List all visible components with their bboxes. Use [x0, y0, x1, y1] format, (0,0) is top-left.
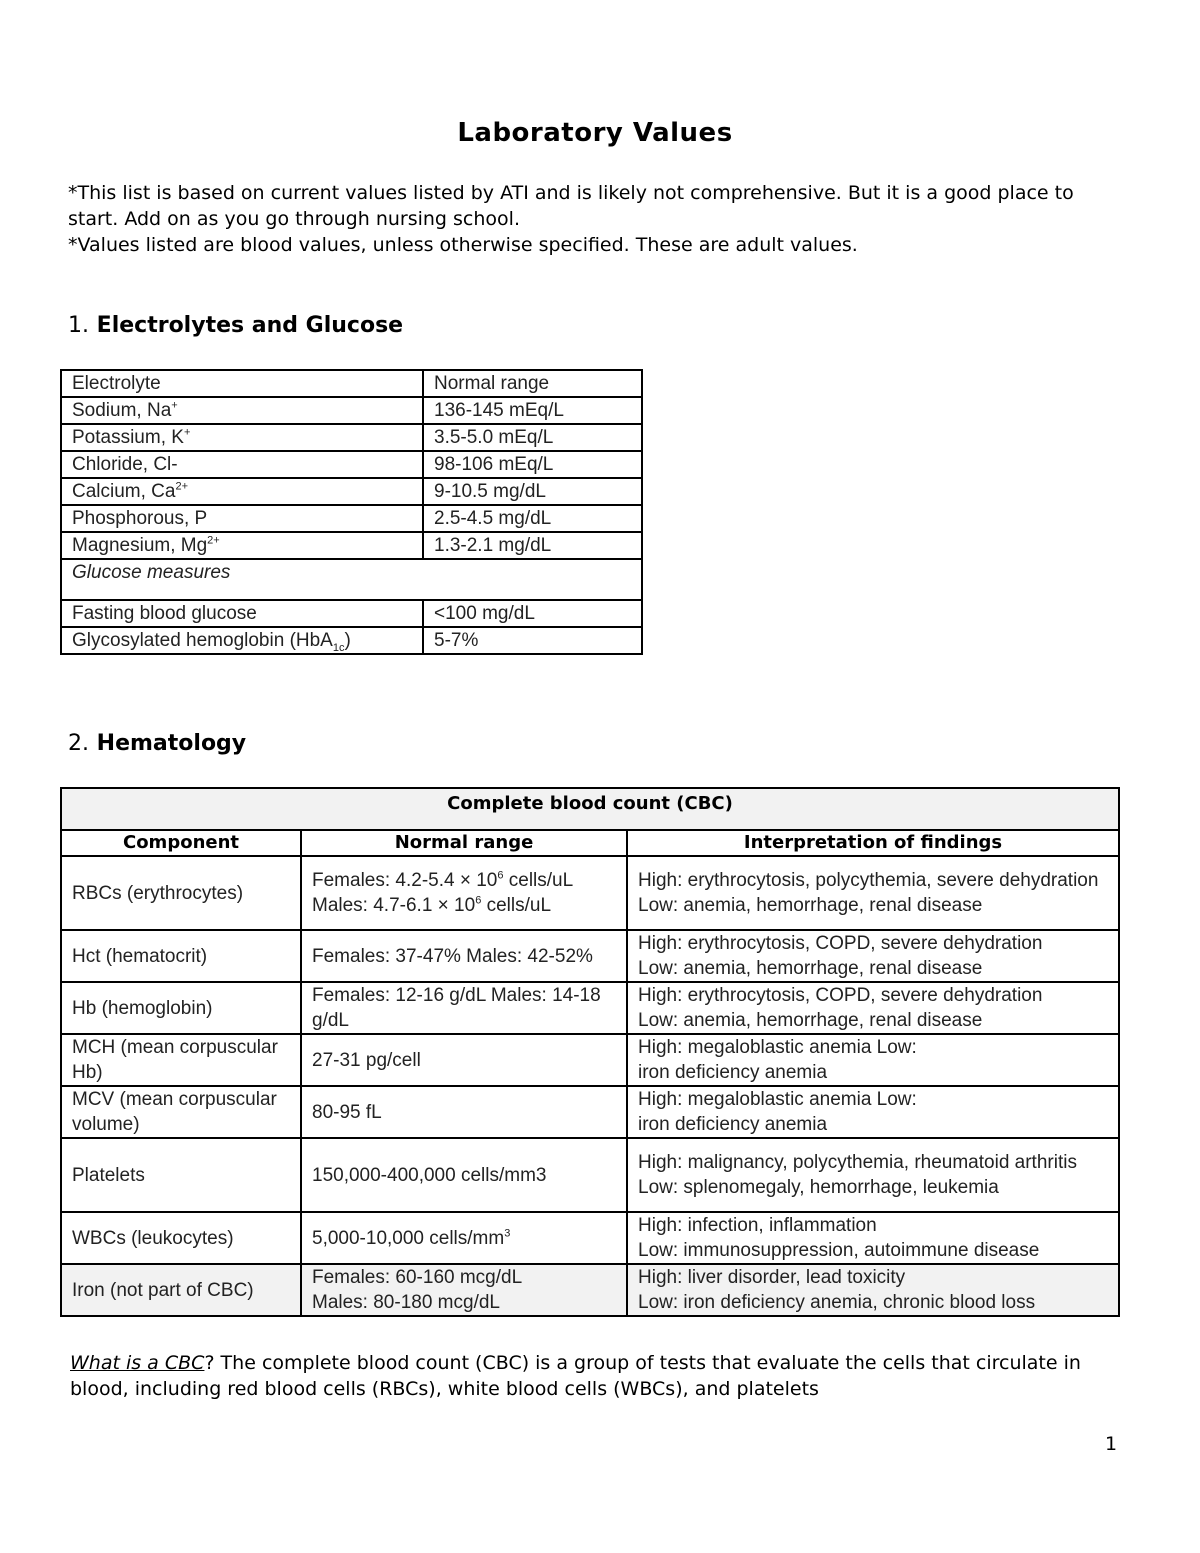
- table-row: [61, 478, 642, 505]
- low-finding: Low: anemia, hemorrhage, renal disease: [638, 958, 983, 979]
- intro-note-2: *Values listed are blood values, unless otherwise specified. These are adult values.: [68, 234, 858, 256]
- electrolytes-table: [60, 369, 643, 655]
- column-header: Normal range: [423, 370, 642, 397]
- glucose-test-name: Glycosylated hemoglobin (HbA$_{1c}$): [61, 627, 423, 654]
- component-name: MCH (mean corpuscular Hb): [61, 1034, 301, 1086]
- table-row: [61, 505, 642, 532]
- interpretation: [627, 1034, 1119, 1086]
- glucose-measures-label: Glucose measures: [61, 559, 642, 600]
- interpretation: [627, 1264, 1119, 1316]
- component-name: WBCs (leukocytes): [61, 1212, 301, 1264]
- high-finding: High: megaloblastic anemia Low:: [638, 1089, 917, 1110]
- table-header-row: [61, 830, 1119, 856]
- cbc-question: What is a CBC: [70, 1352, 205, 1374]
- interpretation: [627, 1086, 1119, 1138]
- table-header-row: [61, 370, 642, 397]
- cbc-explanation: [70, 1350, 1120, 1402]
- normal-range: 9-10.5 mg/dL: [423, 478, 642, 505]
- low-finding: Low: immunosuppression, autoimmune disease: [638, 1240, 1040, 1261]
- normal-range: Females: $4.2-5.4 \times 10^6$ cells/uL Males: $4.7-6.1 \times 10^6$ cells/uL: [301, 856, 627, 930]
- electrolyte-name: Magnesium, $Mg^{2+}$: [61, 532, 423, 559]
- high-finding: High: erythrocytosis, polycythemia, severe dehydration: [638, 870, 1099, 891]
- normal-range: 5,000-10,000 cells/$mm^3$: [301, 1212, 627, 1264]
- low-finding: iron deficiency anemia: [638, 1062, 828, 1083]
- component-name: Hb (hemoglobin): [61, 982, 301, 1034]
- column-header: Electrolyte: [61, 370, 423, 397]
- table-row: [61, 1264, 1119, 1316]
- component-name: Platelets: [61, 1138, 301, 1212]
- table-row: [61, 627, 642, 654]
- table-subheader-row: [61, 559, 642, 600]
- table-row: [61, 930, 1119, 982]
- table-row: [61, 600, 642, 627]
- high-finding: High: megaloblastic anemia Low:: [638, 1037, 917, 1058]
- electrolyte-name: Phosphorous, P: [61, 505, 423, 532]
- high-finding: High: malignancy, polycythemia, rheumatoid arthritis: [638, 1152, 1077, 1173]
- intro-notes: [68, 180, 1128, 258]
- component-name: RBCs (erythrocytes): [61, 856, 301, 930]
- page-title: Laboratory Values: [457, 118, 733, 148]
- normal-range: 3.5-5.0 mEq/L: [423, 424, 642, 451]
- section-number: 2.: [68, 731, 89, 756]
- section-heading-hematology: [68, 731, 246, 756]
- normal-range: 136-145 mEq/L: [423, 397, 642, 424]
- interpretation: [627, 982, 1119, 1034]
- electrolyte-name: Calcium, $Ca^{2+}$: [61, 478, 423, 505]
- electrolyte-name: Sodium, Na+: [61, 397, 423, 424]
- page-number: 1: [1105, 1433, 1118, 1455]
- normal-range: 1.3-2.1 mg/dL: [423, 532, 642, 559]
- table-row: [61, 532, 642, 559]
- intro-note-1: *This list is based on current values listed by ATI and is likely not comprehensive. But it is a good place to start. Add on as you go through nursing school.: [68, 182, 1074, 230]
- normal-range: 98-106 mEq/L: [423, 451, 642, 478]
- low-finding: Low: splenomegaly, hemorrhage, leukemia: [638, 1177, 999, 1198]
- normal-range: 80-95 fL: [301, 1086, 627, 1138]
- table-row: [61, 424, 642, 451]
- table-row: [61, 1086, 1119, 1138]
- interpretation: [627, 930, 1119, 982]
- glucose-test-name: Fasting blood glucose: [61, 600, 423, 627]
- column-header: Interpretation of findings: [627, 830, 1119, 856]
- interpretation: [627, 1138, 1119, 1212]
- low-finding: Low: anemia, hemorrhage, renal disease: [638, 895, 983, 916]
- table-row: [61, 1212, 1119, 1264]
- table-row: [61, 982, 1119, 1034]
- normal-range: Females: 60-160 mcg/dL Males: 80-180 mcg/dL: [301, 1264, 627, 1316]
- component-name: MCV (mean corpuscular volume): [61, 1086, 301, 1138]
- table-caption: Complete blood count (CBC): [61, 788, 1119, 830]
- normal-range: 27-31 pg/cell: [301, 1034, 627, 1086]
- table-row: [61, 1034, 1119, 1086]
- cbc-answer: ? The complete blood count (CBC) is a group of tests that evaluate the cells that circulate in blood, including red blood cells (RBCs), white blood cells (WBCs), and platelets: [70, 1352, 1081, 1400]
- component-name: Iron (not part of CBC): [61, 1264, 301, 1316]
- section-heading-electrolytes: [68, 313, 403, 338]
- low-finding: Low: anemia, hemorrhage, renal disease: [638, 1010, 983, 1031]
- table-row: [61, 397, 642, 424]
- low-finding: iron deficiency anemia: [638, 1114, 828, 1135]
- section-number: 1.: [68, 313, 89, 338]
- electrolyte-name: Chloride, Cl-: [61, 451, 423, 478]
- normal-range: 2.5-4.5 mg/dL: [423, 505, 642, 532]
- table-row: [61, 856, 1119, 930]
- column-header: Component: [61, 830, 301, 856]
- interpretation: [627, 856, 1119, 930]
- low-finding: Low: iron deficiency anemia, chronic blood loss: [638, 1292, 1036, 1313]
- component-name: Hct (hematocrit): [61, 930, 301, 982]
- cbc-table: [60, 787, 1120, 1317]
- column-header: Normal range: [301, 830, 627, 856]
- table-caption-row: [61, 788, 1119, 830]
- section-title: Electrolytes and Glucose: [96, 313, 404, 338]
- interpretation: [627, 1212, 1119, 1264]
- electrolyte-name: Potassium, K+: [61, 424, 423, 451]
- high-finding: High: infection, inflammation: [638, 1215, 877, 1236]
- high-finding: High: erythrocytosis, COPD, severe dehydration: [638, 933, 1043, 954]
- section-title: Hematology: [96, 731, 247, 756]
- normal-range: Females: 37-47% Males: 42-52%: [301, 930, 627, 982]
- normal-range: <100 mg/dL: [423, 600, 642, 627]
- high-finding: High: liver disorder, lead toxicity: [638, 1267, 906, 1288]
- normal-range: 5-7%: [423, 627, 642, 654]
- normal-range: 150,000-400,000 cells/mm3: [301, 1138, 627, 1212]
- table-row: [61, 1138, 1119, 1212]
- table-row: [61, 451, 642, 478]
- high-finding: High: erythrocytosis, COPD, severe dehydration: [638, 985, 1043, 1006]
- normal-range: Females: 12-16 g/dL Males: 14-18 g/dL: [301, 982, 627, 1034]
